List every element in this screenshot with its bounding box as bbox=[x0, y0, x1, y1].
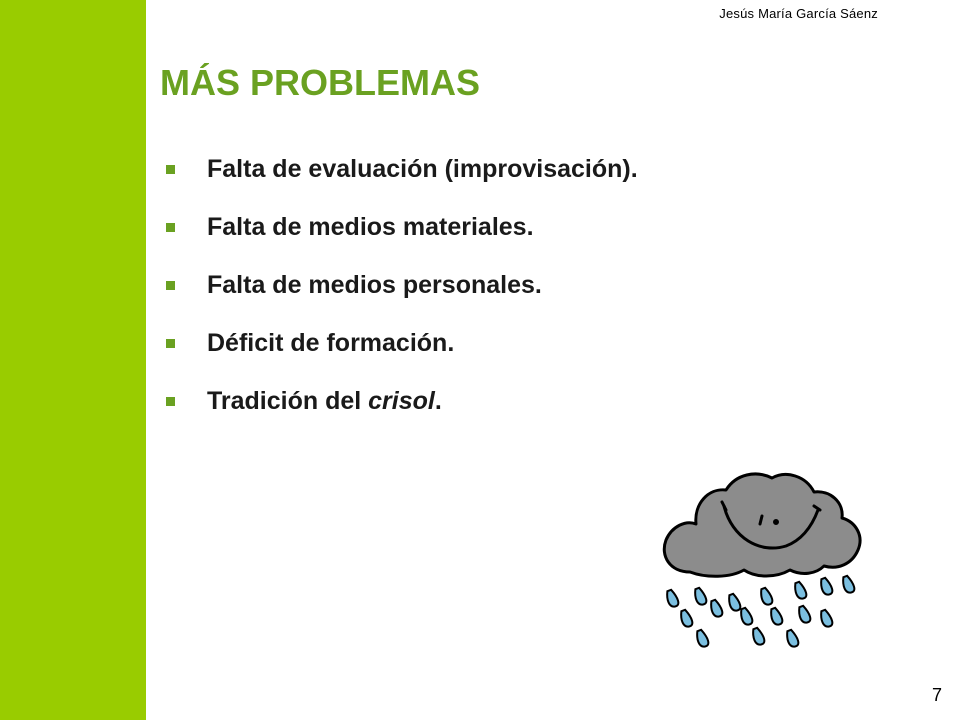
bullet-text-emphasis: crisol bbox=[368, 386, 435, 415]
page-number: 7 bbox=[931, 685, 942, 705]
square-bullet-icon bbox=[166, 223, 175, 232]
author-name: Jesús María García Sáenz bbox=[719, 6, 878, 21]
square-bullet-icon bbox=[166, 397, 175, 406]
bullet-text-main: Tradición del bbox=[207, 386, 369, 415]
bullet-list bbox=[162, 140, 638, 430]
bullet-text bbox=[207, 387, 442, 416]
bullet-item bbox=[162, 140, 638, 198]
bullet-text: Déficit de formación. bbox=[207, 328, 455, 357]
bullet-item bbox=[162, 372, 638, 430]
square-bullet-icon bbox=[166, 281, 175, 290]
square-bullet-icon bbox=[166, 165, 175, 174]
square-bullet-icon bbox=[166, 339, 175, 348]
bullet-item bbox=[162, 256, 638, 314]
slide-title: MÁS PROBLEMAS bbox=[160, 62, 481, 103]
side-accent-bar bbox=[0, 0, 146, 720]
raindrops bbox=[665, 575, 856, 648]
cloud-shape bbox=[664, 474, 860, 576]
bullet-text-suffix: . bbox=[434, 386, 442, 415]
bullet-text: Falta de evaluación (improvisación). bbox=[207, 154, 638, 183]
bullet-item bbox=[162, 198, 638, 256]
bullet-text: Falta de medios materiales. bbox=[207, 212, 534, 241]
bullet-item bbox=[162, 314, 638, 372]
rain-cloud-icon bbox=[652, 460, 868, 660]
bullet-text: Falta de medios personales. bbox=[207, 270, 542, 299]
